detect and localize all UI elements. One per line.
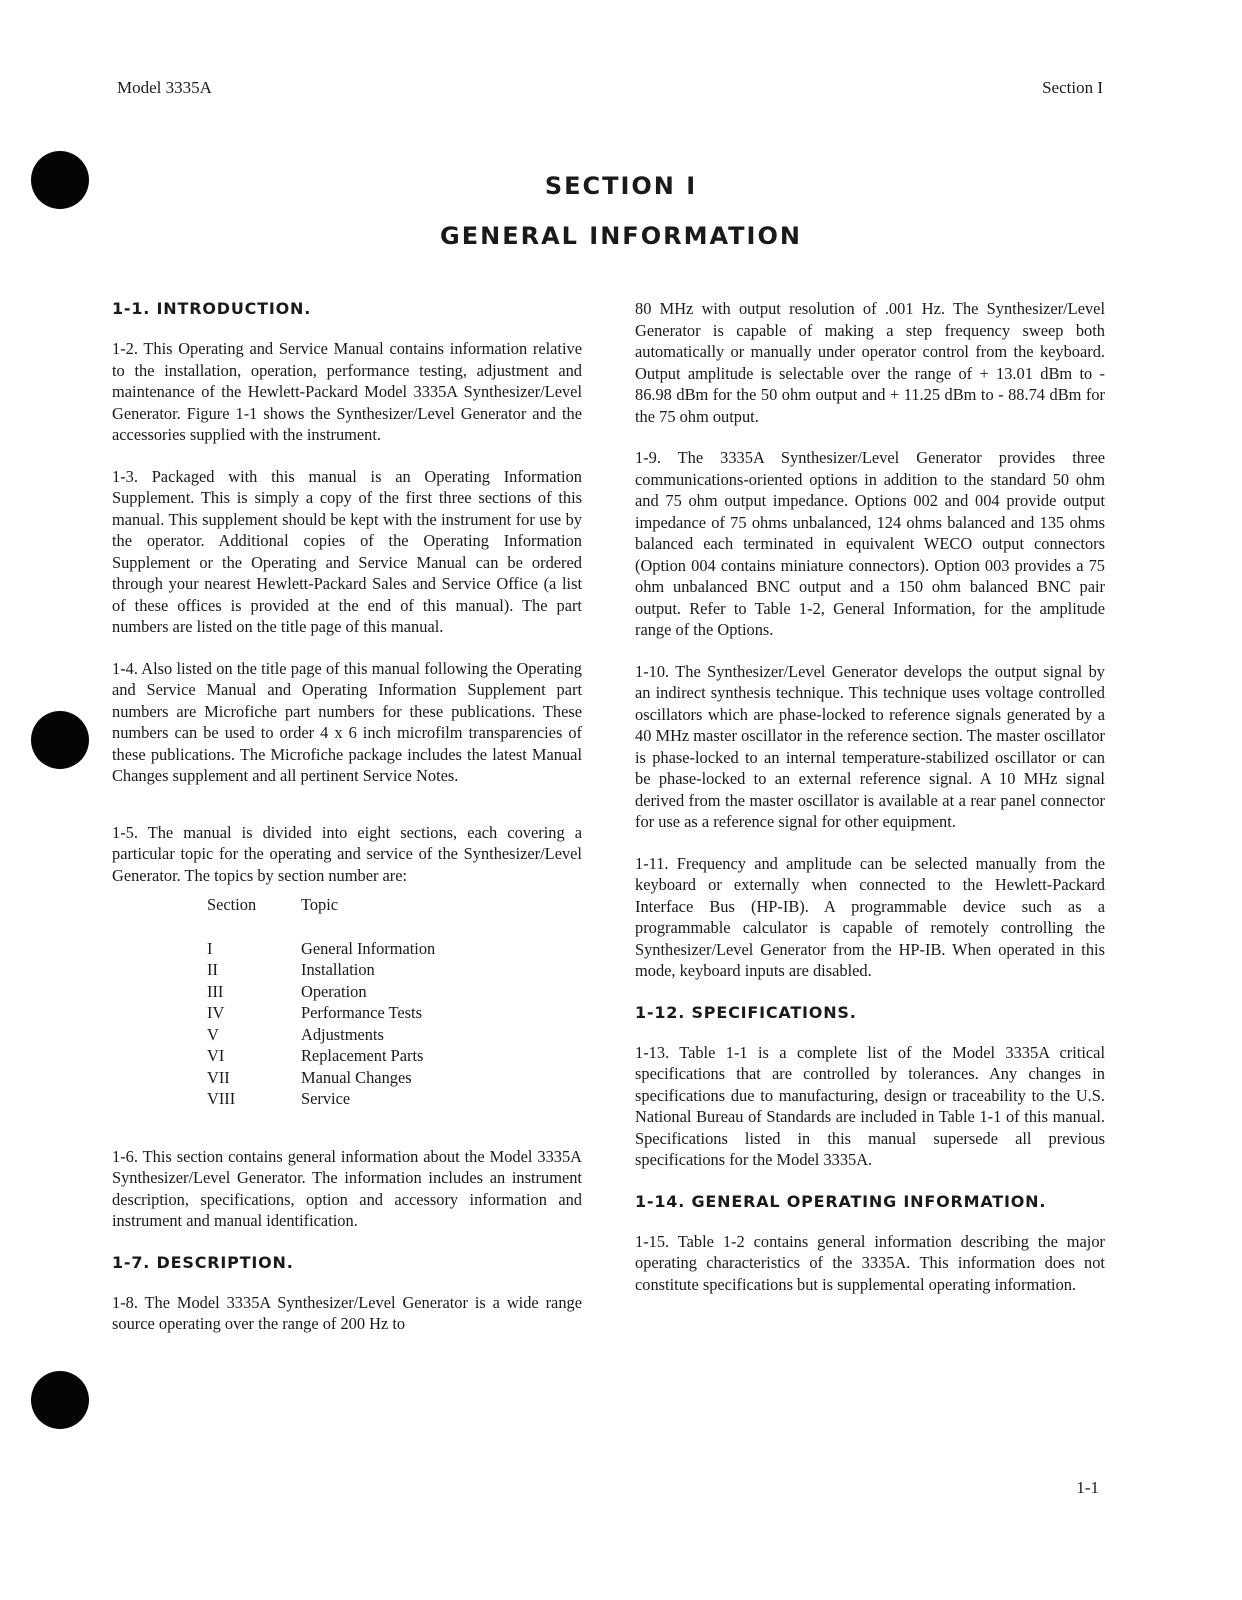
topic-section-number: II xyxy=(207,960,218,979)
paragraph-1-8: 1-8. The Model 3335A Synthesizer/Level Generator is a wide range source operating over the range of 200 Hz to xyxy=(112,1292,582,1333)
paragraph-1-8-continued: 80 MHz with output resolution of .001 Hz. The Synthesizer/Level Generator is capable of making a step frequency sweep both automatically or manually under operator control from the keyboard. Output amplitude is selectable over the range of + 13.01 dBm to - 86.98 dBm for the 50 ohm output and + 11.25 dBm to - 88.74 dBm for the 75 ohm output. xyxy=(635,299,1105,426)
paragraph-1-10: 1-10. The Synthesizer/Level Generator develops the output signal by an indirect synthesis technique. This technique uses voltage controlled oscillators which are phase-locked to reference signals generated by a 40 MHz master oscillator in the reference section. The master oscillator is phase-locked to an internal temperature-stabilized oscillator or can be phase-locked to an external reference signal. A 10 MHz signal derived from the master oscillator is available at a rear panel connector for use as a reference signal for other equipment. xyxy=(635,661,1105,831)
topic-row xyxy=(207,1045,435,1067)
topic-row xyxy=(207,959,435,981)
topic-name: Manual Changes xyxy=(301,1067,412,1087)
topic-name: General Information xyxy=(301,938,436,958)
topic-name: Installation xyxy=(301,960,375,979)
topic-row xyxy=(207,1088,435,1110)
topic-section-number: VIII xyxy=(207,1089,236,1108)
paragraph-1-11: 1-11. Frequency and amplitude can be selected manually from the keyboard or externally when connected to the Hewlett-Packard Interface Bus (HP-IB). A programmable device such as a programmable calculator is capable of remotely controlling the Synthesizer/Level Generator from the HP-IB. When operated in this mode, keyboard inputs are disabled. xyxy=(635,853,1105,980)
topic-name: Performance Tests xyxy=(301,1003,422,1022)
section-subtitle: GENERAL INFORMATION xyxy=(440,222,802,250)
topic-section-number: III xyxy=(207,981,224,1001)
topic-section-number: VI xyxy=(207,1046,225,1065)
topic-table-header xyxy=(207,894,435,938)
topic-row xyxy=(207,1067,435,1089)
section-title: SECTION I xyxy=(544,172,698,200)
running-header-section: Section I xyxy=(1042,78,1103,97)
topic-row xyxy=(207,1024,435,1046)
paragraph-1-5: 1-5. The manual is divided into eight sections, each covering a particular topic for the operating and service of the Synthesizer/Level Generator. The topics by section number are: xyxy=(112,822,582,885)
topic-section-number: VII xyxy=(207,1067,230,1087)
topic-row xyxy=(207,981,435,1003)
heading-general-operating-information: 1-14. GENERAL OPERATING INFORMATION. xyxy=(635,1191,1047,1211)
topic-name: Service xyxy=(301,1089,351,1108)
left-column xyxy=(112,298,582,1355)
right-column xyxy=(635,298,1105,1315)
topic-row xyxy=(207,1002,435,1024)
running-header-model: Model 3335A xyxy=(117,78,212,97)
heading-description: 1-7. DESCRIPTION. xyxy=(112,1252,294,1272)
topic-name: Replacement Parts xyxy=(301,1046,424,1065)
binder-hole-middle xyxy=(31,711,89,769)
paragraph-1-15: 1-15. Table 1-2 contains general information describing the major operating characteristics of the 3335A. This information does not constitute specifications but is supplemental operating information. xyxy=(635,1231,1105,1294)
topic-section-number: V xyxy=(207,1024,219,1044)
paragraph-1-2: 1-2. This Operating and Service Manual contains information relative to the installation, operation, performance testing, adjustment and maintenance of the Hewlett-Packard Model 3335A Synthesizer/Level Generator. Figure 1-1 shows the Synthesizer/Level Generator and the accessories supplied with the instrument. xyxy=(112,339,582,444)
paragraph-1-13: 1-13. Table 1-1 is a complete list of the Model 3335A critical specifications that are controlled by tolerances. Any changes in specifications due to manufacturing, design or traceability to the U.S. National Bureau of Standards are included in Table 1-1 of this manual. Specifications listed in this manual supersede all previous specifications for the Model 3335A. xyxy=(635,1042,1105,1169)
heading-specifications: 1-12. SPECIFICATIONS. xyxy=(635,1002,857,1022)
topic-name: Operation xyxy=(301,981,367,1001)
paragraph-1-9: 1-9. The 3335A Synthesizer/Level Generator provides three communications-oriented options in addition to the standard 50 ohm and 75 ohm output impedance. Options 002 and 004 provide output impedance of 75 ohms unbalanced, 124 ohms balanced and 135 ohms balanced each terminated in equivalent WECO output connectors (Option 004 contains miniature connectors). Option 003 provides a 75 ohm unbalanced BNC output and a 150 ohm balanced BNC pair output. Refer to Table 1-2, General Information, for the amplitude range of the Options. xyxy=(635,448,1105,639)
topic-table-header-section: Section xyxy=(207,895,257,914)
binder-hole-bottom xyxy=(31,1371,89,1429)
topic-section-number: I xyxy=(207,938,213,958)
paragraph-1-4: 1-4. Also listed on the title page of this manual following the Operating and Service Manual and Operating Information Supplement part numbers are Microfiche part numbers for these publications. These numbers can be used to order 4 x 6 inch microfilm transparencies of these publications. The Microfiche package includes the latest Manual Changes supplement and all pertinent Service Notes. xyxy=(112,658,582,785)
section-topic-table xyxy=(207,894,435,1110)
paragraph-1-6: 1-6. This section contains general information about the Model 3335A Synthesizer/Level Generator. The information includes an instrument description, specifications, option and accessory information and instrument and manual identification. xyxy=(112,1146,582,1230)
page-number: 1-1 xyxy=(1076,1478,1099,1497)
topic-name: Adjustments xyxy=(301,1024,384,1044)
topic-row xyxy=(207,938,435,960)
paragraph-1-3: 1-3. Packaged with this manual is an Operating Information Supplement. This is simply a copy of the first three sections of this manual. This supplement should be kept with the instrument for use by the operator. Additional copies of the Operating Information Supplement or the Operating and Service Manual can be ordered through your nearest Hewlett-Packard Sales and Service Office (a list of these offices is provided at the end of this manual). The part numbers are listed on the title page of this manual. xyxy=(112,466,582,636)
heading-introduction: 1-1. INTRODUCTION. xyxy=(112,299,312,318)
topic-table-header-topic: Topic xyxy=(301,895,339,914)
topic-section-number: IV xyxy=(207,1003,225,1022)
